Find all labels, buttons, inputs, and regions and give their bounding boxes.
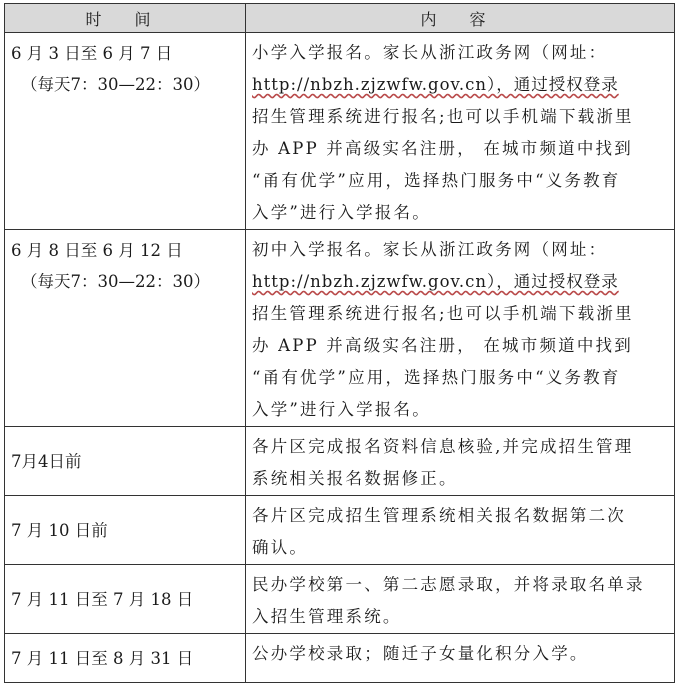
table-row [5,565,675,634]
content-line: 公办学校录取；随迁子女量化积分入学。 [252,644,589,663]
time-text: 7 月 11 日至 8 月 31 日 [11,648,194,668]
header-content: 内 容 [246,4,675,33]
time-text: 7 月 10 日前 [11,520,108,540]
content-line: 各片区完成招生管理系统相关报名数据第二次 [252,506,626,525]
table-row [5,634,675,683]
time-text: 6 月 3 日至 6 月 7 日 [11,44,173,63]
content-line: 民办学校第一、第二志愿录取，并将录取名单录 [252,575,645,594]
header-time: 时 间 [5,4,246,33]
table-row [5,496,675,565]
content-line: 确认。 [252,538,309,557]
time-cell [5,496,246,565]
time-text: 6 月 8 日至 6 月 12 日 [11,241,183,260]
time-text: 7月4日前 [11,451,82,471]
content-line: 小学入学报名。家长从浙江政务网（网址： [252,43,608,62]
content-line: 系统相关报名数据修正。 [252,469,458,488]
table-row [5,427,675,496]
table-row [5,230,675,427]
content-line: 各片区完成报名资料信息核验,并完成招生管理 [252,437,634,456]
content-cell [246,496,675,565]
time-cell [5,565,246,634]
content-cell [246,33,675,230]
content-line: 招生管理系统进行报名;也可以手机端下载浙里 [252,107,634,126]
url-link[interactable]: http://nbzh.zjzwfw.gov.cn），通过授权登录 [252,75,619,94]
time-cell [5,427,246,496]
url-link[interactable]: http://nbzh.zjzwfw.gov.cn），通过授权登录 [252,272,619,291]
content-line: 入学”进行入学报名。 [252,400,431,419]
time-hours: （每天7：30—22：30） [21,272,210,291]
content-cell [246,565,675,634]
content-line: “甬有优学”应用，选择热门服务中“义务教育 [252,171,621,190]
content-line: 办 APP 并高级实名注册， 在城市频道中找到 [252,336,633,355]
content-line: 办 APP 并高级实名注册， 在城市频道中找到 [252,139,633,158]
time-cell [5,634,246,683]
content-cell [246,427,675,496]
time-hours: （每天7：30—22：30） [21,75,210,94]
table-row [5,33,675,230]
content-line: “甬有优学”应用，选择热门服务中“义务教育 [252,368,621,387]
content-line: 入学”进行入学报名。 [252,203,431,222]
table-header-row [5,4,675,33]
content-line: 初中入学报名。家长从浙江政务网（网址： [252,240,608,259]
time-cell [5,230,246,427]
content-line: 招生管理系统进行报名;也可以手机端下载浙里 [252,304,634,323]
content-cell [246,230,675,427]
content-line: 入招生管理系统。 [252,607,402,626]
enrollment-schedule-table [4,3,675,683]
content-cell [246,634,675,683]
time-text: 7 月 11 日至 7 月 18 日 [11,589,194,609]
time-cell [5,33,246,230]
